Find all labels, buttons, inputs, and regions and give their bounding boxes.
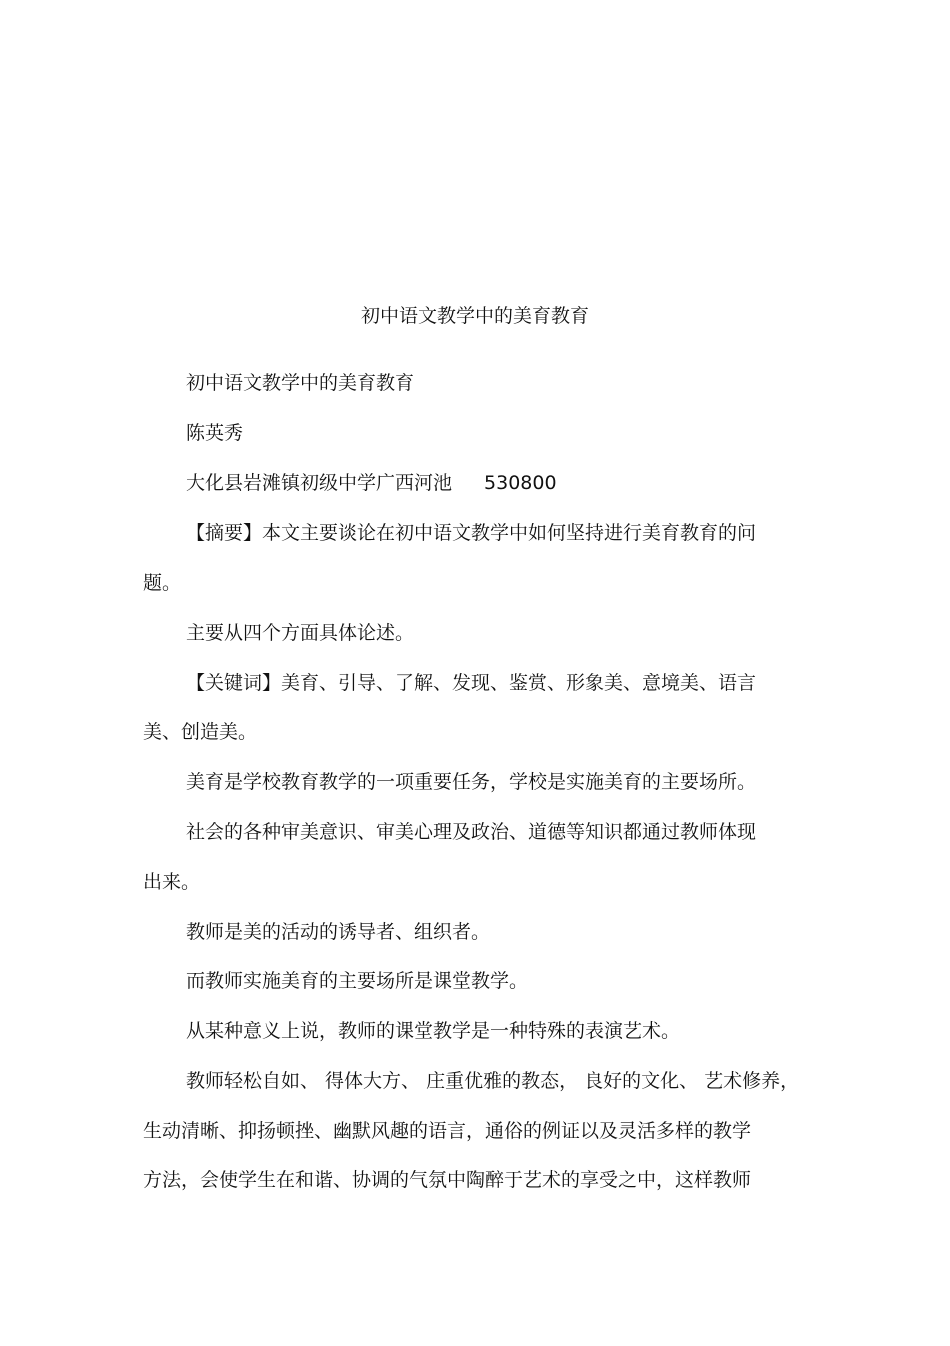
body-paragraph: 教师轻松自如、 得体大方、 庄重优雅的教态， 良好的文化、 艺术修养， (186, 1070, 800, 1092)
keywords-line: 【关键词】美育、引导、了解、发现、鉴赏、形象美、意境美、语言 (186, 672, 757, 694)
body-paragraph: 出来。 (143, 871, 201, 893)
body-paragraph: 社会的各种审美意识、审美心理及政治、道德等知识都通过教师体现 (186, 821, 757, 843)
body-paragraph: 从某种意义上说，教师的课堂教学是一种特殊的表演艺术。 (186, 1020, 681, 1042)
affiliation: 大化县岩滩镇初级中学广西河池 (186, 472, 453, 494)
keywords-line: 美、创造美。 (143, 721, 258, 743)
body-paragraph: 教师是美的活动的诱导者、组织者。 (186, 921, 491, 943)
abstract-line: 主要从四个方面具体论述。 (186, 622, 415, 644)
article-heading: 初中语文教学中的美育教育 (186, 372, 415, 394)
body-paragraph: 方法，会使学生在和谐、协调的气氛中陶醉于艺术的享受之中，这样教师 (143, 1169, 752, 1191)
body-paragraph: 而教师实施美育的主要场所是课堂教学。 (186, 970, 529, 992)
affiliation-line (186, 471, 557, 495)
body-paragraph: 美育是学校教育教学的一项重要任务，学校是实施美育的主要场所。 (186, 771, 757, 793)
body-paragraph: 生动清晰、抑扬顿挫、幽默风趣的语言，通俗的例证以及灵活多样的教学 (143, 1120, 752, 1142)
abstract-line: 题。 (143, 572, 182, 594)
document-title: 初中语文教学中的美育教育 (360, 305, 589, 327)
author-name: 陈英秀 (186, 422, 244, 444)
postcode: 530800 (484, 472, 557, 494)
abstract-line: 【摘要】本文主要谈论在初中语文教学中如何坚持进行美育教育的问 (186, 522, 757, 544)
